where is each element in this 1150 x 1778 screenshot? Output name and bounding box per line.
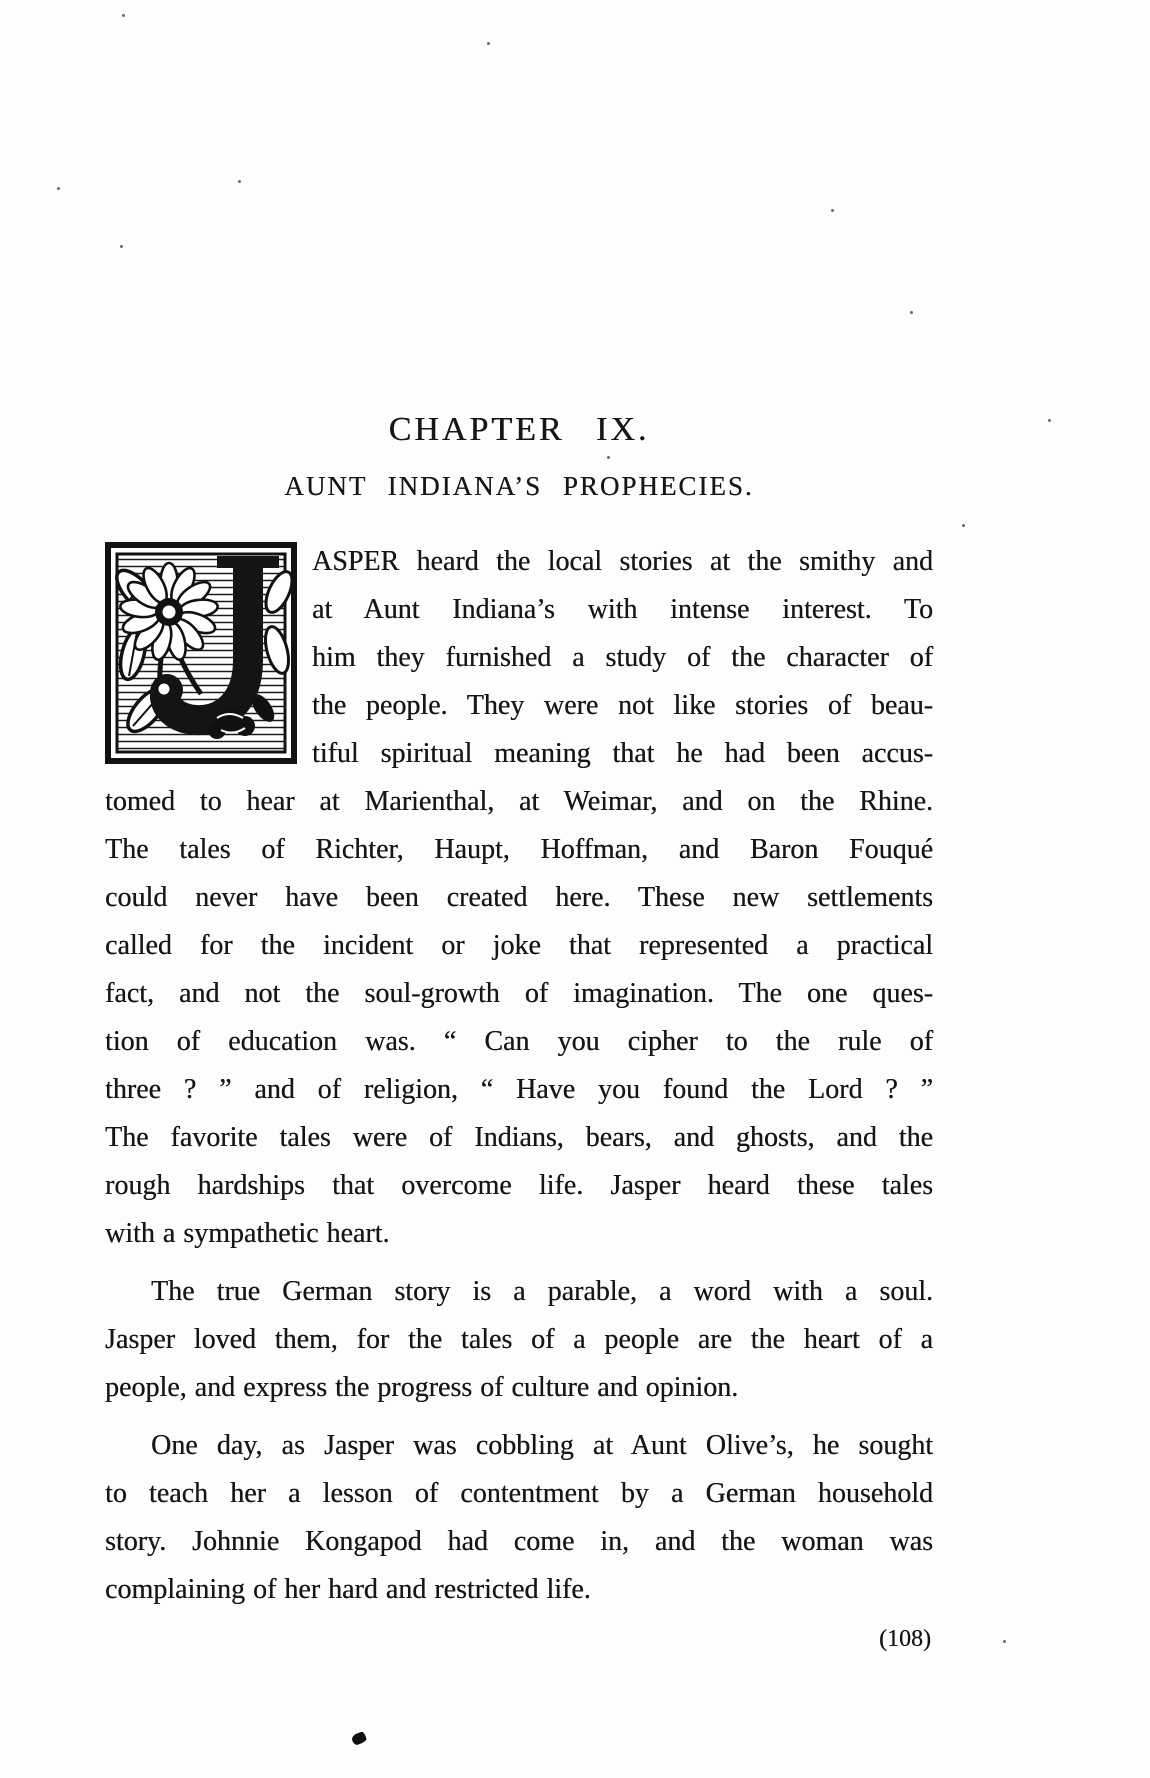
- text-line: tiful spiritual meaning that he had been accus-: [312, 738, 933, 769]
- text-line: called for the incident or joke that represented a practical: [105, 930, 933, 961]
- text-line: The true German story is a parable, a word with a soul.: [151, 1276, 933, 1307]
- scan-speck: [910, 311, 913, 314]
- scan-speck: [120, 245, 123, 248]
- ink-mark: [351, 1731, 368, 1746]
- text-line: tion of education was. “ Can you cipher to the rule of: [105, 1026, 933, 1057]
- paragraph-3: [105, 1422, 933, 1614]
- body-text: [105, 538, 933, 1614]
- text-line: Jasper loved them, for the tales of a people are the heart of a: [105, 1324, 933, 1355]
- text-line: could never have been created here. These new settlements: [105, 882, 933, 913]
- text-line: at Aunt Indiana’s with intense interest. To: [312, 594, 933, 625]
- text-line: three ? ” and of religion, “ Have you found the Lord ? ”: [105, 1074, 933, 1105]
- woodcut-initial-icon: [105, 542, 297, 764]
- drop-cap-initial-j: [105, 542, 297, 764]
- scan-speck: [962, 524, 965, 527]
- text-line: tomed to hear at Marienthal, at Weimar, and on the Rhine.: [105, 786, 933, 817]
- page-number: (108): [879, 1626, 931, 1652]
- text-line: One day, as Jasper was cobbling at Aunt Olive’s, he sought: [151, 1430, 933, 1461]
- text-line: rough hardships that overcome life. Jasper heard these tales: [105, 1170, 933, 1201]
- scan-speck: [831, 209, 834, 212]
- text-block: [105, 400, 933, 1654]
- text-line: ASPER heard the local stories at the smithy and: [312, 546, 933, 577]
- scan-speck: [1048, 419, 1051, 422]
- text-line: with a sympathetic heart.: [105, 1218, 390, 1249]
- scan-speck: [57, 187, 60, 190]
- text-line: people, and express the progress of culture and opinion.: [105, 1372, 739, 1403]
- text-line: The favorite tales were of Indians, bears, and ghosts, and the: [105, 1122, 933, 1153]
- text-line: the people. They were not like stories of beau-: [312, 690, 933, 721]
- paragraph-2-lines: [105, 1268, 933, 1412]
- text-line: to teach her a lesson of contentment by a German household: [105, 1478, 933, 1509]
- scan-speck: [238, 180, 241, 183]
- chapter-heading: CHAPTER IX.: [388, 411, 650, 448]
- scan-speck: [1003, 1640, 1006, 1643]
- paragraph-1: [105, 538, 933, 1258]
- paragraph-3-lines: [105, 1422, 933, 1614]
- paragraph-2: [105, 1268, 933, 1412]
- text-line: The tales of Richter, Haupt, Hoffman, and Baron Fouqué: [105, 834, 933, 865]
- text-line: him they furnished a study of the character of: [312, 642, 933, 673]
- text-line: complaining of her hard and restricted life.: [105, 1574, 591, 1605]
- text-line: story. Johnnie Kongapod had come in, and the woman was: [105, 1526, 933, 1557]
- chapter-subtitle: AUNT INDIANA’S PROPHECIES.: [284, 471, 754, 501]
- text-line: fact, and not the soul-growth of imagination. The one ques-: [105, 978, 933, 1009]
- scan-speck: [487, 42, 490, 45]
- scan-speck: [122, 14, 125, 17]
